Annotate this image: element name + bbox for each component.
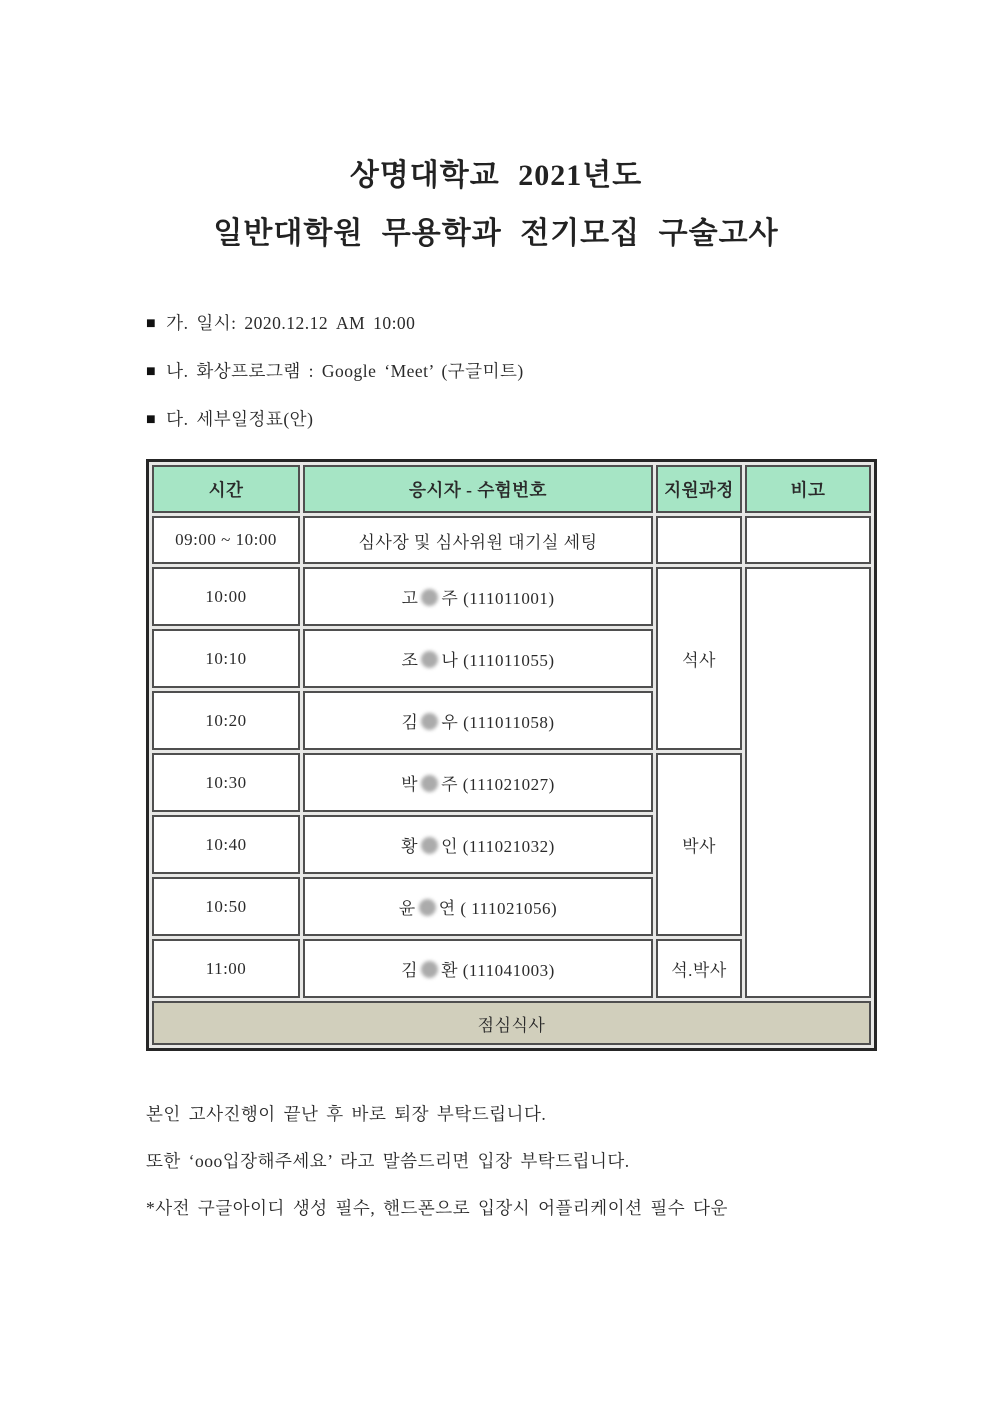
time-cell: 10:40 xyxy=(152,815,300,874)
schedule-table xyxy=(146,459,877,1051)
header-time: 시간 xyxy=(152,465,300,513)
applicant-cell xyxy=(303,877,653,936)
square-bullet-icon: ■ xyxy=(146,315,157,332)
applicant-name-prefix: 고 xyxy=(401,589,419,608)
program-cell-masters: 석사 xyxy=(656,567,742,750)
applicant-name-prefix: 황 xyxy=(401,837,419,856)
info-item-date xyxy=(146,310,878,335)
name-redaction-blur xyxy=(421,651,438,668)
footer-notes xyxy=(146,1101,878,1220)
applicant-cell xyxy=(303,691,653,750)
applicant-cell xyxy=(303,753,653,812)
applicant-name-suffix: 환 (111041003) xyxy=(441,961,555,980)
table-header-row xyxy=(152,465,871,513)
applicant-name-prefix: 김 xyxy=(401,961,419,980)
applicant-cell xyxy=(303,567,653,626)
document-body xyxy=(146,310,878,1220)
footer-note-line: 또한 ‘ooo입장해주세요’ 라고 말씀드리면 입장 부탁드립니다. xyxy=(146,1151,630,1171)
lunch-cell: 점심식사 xyxy=(152,1001,871,1045)
time-cell: 10:50 xyxy=(152,877,300,936)
header-program: 지원과정 xyxy=(656,465,742,513)
applicant-name-suffix: 주 (111021027) xyxy=(441,775,555,794)
applicant-cell xyxy=(303,629,653,688)
program-cell-combined: 석.박사 xyxy=(656,939,742,998)
footer-note-line: 본인 고사진행이 끝난 후 바로 퇴장 부탁드립니다. xyxy=(146,1104,547,1124)
applicant-name-prefix: 김 xyxy=(401,713,419,732)
time-cell: 11:00 xyxy=(152,939,300,998)
applicant-cell xyxy=(303,815,653,874)
info-item-text: 다. 세부일정표(안) xyxy=(166,409,314,429)
note-cell-merged xyxy=(745,567,871,998)
applicant-name-suffix: 연 ( 111021056) xyxy=(438,899,558,918)
document-title xyxy=(0,0,992,252)
name-redaction-blur xyxy=(421,961,438,978)
time-cell: 10:20 xyxy=(152,691,300,750)
name-redaction-blur xyxy=(421,837,438,854)
footer-note-line: *사전 구글아이디 생성 필수, 핸드폰으로 입장시 어플리케이션 필수 다운 xyxy=(146,1198,728,1218)
applicant-name-prefix: 박 xyxy=(401,775,419,794)
page-title-line1: 상명대학교 2021년도 xyxy=(349,159,643,192)
header-note: 비고 xyxy=(745,465,871,513)
applicant-name-suffix: 나 (111011055) xyxy=(441,651,555,670)
applicant-name-prefix: 윤 xyxy=(398,899,416,918)
applicant-cell xyxy=(303,939,653,998)
applicant-name-suffix: 우 (111011058) xyxy=(441,713,555,732)
name-redaction-blur xyxy=(421,589,438,606)
note-cell-empty xyxy=(745,516,871,564)
program-cell-empty xyxy=(656,516,742,564)
time-cell: 09:00 ~ 10:00 xyxy=(152,516,300,564)
applicant-name-suffix: 주 (111011001) xyxy=(441,589,555,608)
info-list xyxy=(146,310,878,431)
table-row-setup xyxy=(152,516,871,564)
time-cell: 10:00 xyxy=(152,567,300,626)
table-row-lunch xyxy=(152,1001,871,1045)
setup-desc-cell: 심사장 및 심사위원 대기실 세팅 xyxy=(303,516,653,564)
time-cell: 10:10 xyxy=(152,629,300,688)
applicant-name-prefix: 조 xyxy=(401,651,419,670)
square-bullet-icon: ■ xyxy=(146,411,157,428)
square-bullet-icon: ■ xyxy=(146,363,157,380)
name-redaction-blur xyxy=(421,775,438,792)
time-cell: 10:30 xyxy=(152,753,300,812)
applicant-name-suffix: 인 (111021032) xyxy=(441,837,555,856)
info-item-text: 가. 일시: 2020.12.12 AM 10:00 xyxy=(166,313,416,333)
program-cell-doctoral: 박사 xyxy=(656,753,742,936)
info-item-schedule xyxy=(146,406,878,431)
name-redaction-blur xyxy=(419,899,436,916)
info-item-program xyxy=(146,358,878,383)
name-redaction-blur xyxy=(421,713,438,730)
header-applicant: 응시자 - 수험번호 xyxy=(303,465,653,513)
page-title-line2: 일반대학원 무용학과 전기모집 구술고사 xyxy=(213,217,779,250)
table-row xyxy=(152,567,871,626)
info-item-text: 나. 화상프로그램 : Google ‘Meet’ (구글미트) xyxy=(166,361,524,381)
